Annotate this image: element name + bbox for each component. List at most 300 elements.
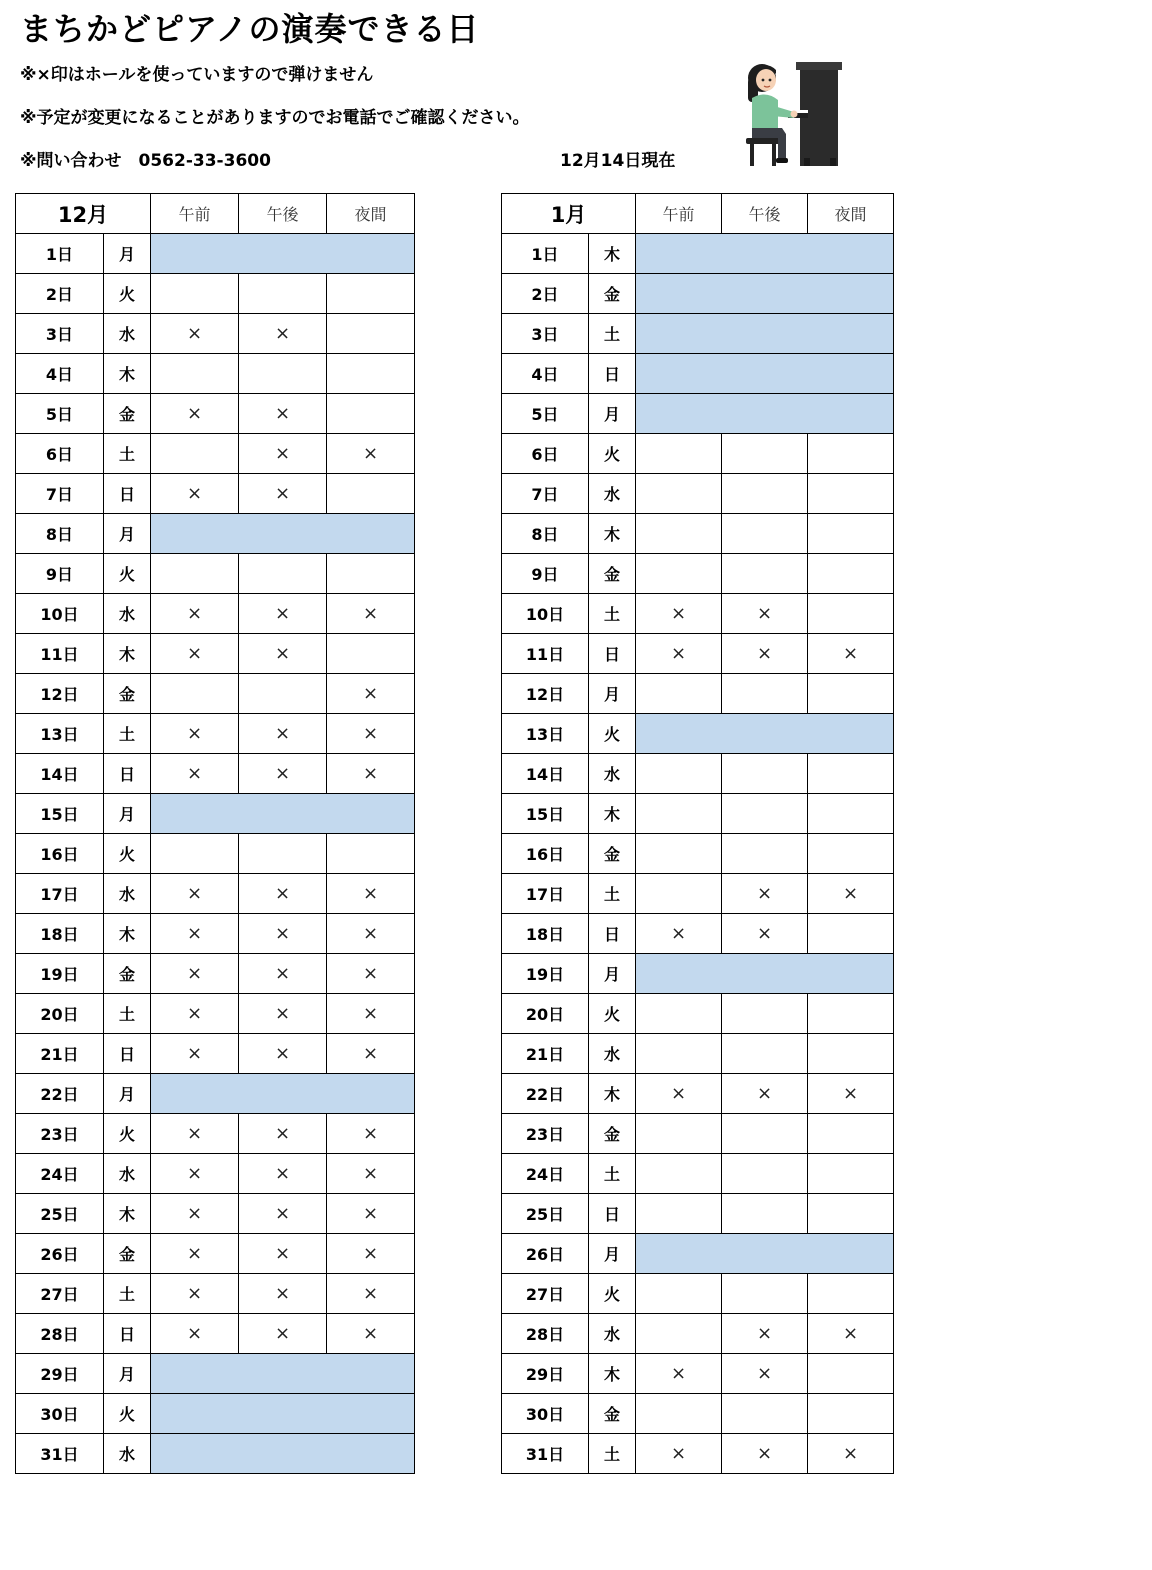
slot-morning-cell <box>636 1274 722 1314</box>
day-cell: 1日 <box>502 234 589 274</box>
slot-night-cell <box>808 434 894 474</box>
slot-morning-cell <box>636 1394 722 1434</box>
slot-morning-cell <box>151 554 239 594</box>
table-row <box>502 874 894 914</box>
table-row <box>16 1434 415 1474</box>
weekday-cell: 木 <box>589 234 636 274</box>
slot-afternoon-cell: × <box>722 1434 808 1474</box>
slot-night-cell <box>808 594 894 634</box>
closed-day-cell <box>636 274 894 314</box>
table-row <box>16 754 415 794</box>
slot-morning-cell <box>636 1314 722 1354</box>
day-cell: 30日 <box>502 1394 589 1434</box>
slot-afternoon-header: 午後 <box>239 194 327 234</box>
day-cell: 1日 <box>16 234 104 274</box>
slot-morning-cell: × <box>151 1234 239 1274</box>
closed-day-cell <box>636 354 894 394</box>
slot-afternoon-cell <box>722 1194 808 1234</box>
weekday-cell: 水 <box>589 754 636 794</box>
day-cell: 20日 <box>502 994 589 1034</box>
table-row <box>502 834 894 874</box>
weekday-cell: 金 <box>104 954 151 994</box>
slot-afternoon-cell: × <box>239 754 327 794</box>
weekday-cell: 火 <box>589 994 636 1034</box>
weekday-cell: 土 <box>589 1154 636 1194</box>
weekday-cell: 火 <box>104 274 151 314</box>
slot-night-cell <box>327 274 415 314</box>
weekday-cell: 木 <box>104 634 151 674</box>
day-cell: 29日 <box>16 1354 104 1394</box>
table-row <box>16 794 415 834</box>
slot-afternoon-cell <box>239 274 327 314</box>
slot-morning-cell: × <box>151 1274 239 1314</box>
table-row <box>502 634 894 674</box>
slot-night-cell: × <box>327 594 415 634</box>
slot-morning-cell: × <box>636 1074 722 1114</box>
slot-morning-cell <box>636 674 722 714</box>
weekday-cell: 日 <box>104 1314 151 1354</box>
slot-afternoon-cell: × <box>239 434 327 474</box>
slot-morning-cell <box>151 674 239 714</box>
slot-afternoon-cell: × <box>239 914 327 954</box>
closed-day-cell <box>151 794 415 834</box>
table-row <box>502 314 894 354</box>
slot-morning-cell: × <box>636 634 722 674</box>
table-row <box>16 1394 415 1434</box>
weekday-cell: 土 <box>104 1274 151 1314</box>
table-row <box>502 674 894 714</box>
day-cell: 9日 <box>16 554 104 594</box>
slot-morning-cell: × <box>151 1314 239 1354</box>
table-row <box>16 834 415 874</box>
table-row <box>16 714 415 754</box>
slot-night-cell <box>808 914 894 954</box>
table-row <box>502 794 894 834</box>
weekday-cell: 木 <box>104 354 151 394</box>
month-label: 12月 <box>16 194 151 234</box>
slot-night-header: 夜間 <box>808 194 894 234</box>
weekday-cell: 日 <box>104 1034 151 1074</box>
day-cell: 20日 <box>16 994 104 1034</box>
weekday-cell: 日 <box>589 1194 636 1234</box>
weekday-cell: 月 <box>589 674 636 714</box>
slot-night-cell <box>327 474 415 514</box>
day-cell: 12日 <box>16 674 104 714</box>
weekday-cell: 木 <box>104 1194 151 1234</box>
table-row <box>502 594 894 634</box>
weekday-cell: 火 <box>589 714 636 754</box>
weekday-cell: 水 <box>589 1314 636 1354</box>
slot-morning-cell <box>636 474 722 514</box>
slot-afternoon-cell <box>722 474 808 514</box>
slot-afternoon-cell: × <box>722 594 808 634</box>
weekday-cell: 月 <box>589 954 636 994</box>
slot-morning-cell: × <box>151 394 239 434</box>
slot-afternoon-cell: × <box>239 634 327 674</box>
day-cell: 9日 <box>502 554 589 594</box>
slot-night-cell: × <box>808 874 894 914</box>
day-cell: 30日 <box>16 1394 104 1434</box>
day-cell: 5日 <box>16 394 104 434</box>
slot-morning-header: 午前 <box>151 194 239 234</box>
day-cell: 21日 <box>16 1034 104 1074</box>
table-row <box>16 1074 415 1114</box>
calendar-header-row <box>502 194 894 234</box>
day-cell: 22日 <box>502 1074 589 1114</box>
day-cell: 27日 <box>502 1274 589 1314</box>
weekday-cell: 土 <box>104 714 151 754</box>
table-row <box>16 1034 415 1074</box>
weekday-cell: 火 <box>104 554 151 594</box>
slot-afternoon-cell: × <box>239 1194 327 1234</box>
slot-night-cell <box>327 554 415 594</box>
day-cell: 3日 <box>502 314 589 354</box>
slot-morning-cell <box>636 1194 722 1234</box>
table-row <box>502 1274 894 1314</box>
table-row <box>502 1034 894 1074</box>
slot-morning-header: 午前 <box>636 194 722 234</box>
day-cell: 11日 <box>16 634 104 674</box>
slot-night-cell: × <box>327 1274 415 1314</box>
weekday-cell: 土 <box>104 434 151 474</box>
slot-night-cell <box>808 794 894 834</box>
day-cell: 23日 <box>16 1114 104 1154</box>
table-row <box>16 954 415 994</box>
table-row <box>16 914 415 954</box>
day-cell: 6日 <box>502 434 589 474</box>
weekday-cell: 月 <box>104 234 151 274</box>
table-row <box>502 1114 894 1154</box>
day-cell: 2日 <box>16 274 104 314</box>
weekday-cell: 月 <box>104 514 151 554</box>
weekday-cell: 金 <box>589 1394 636 1434</box>
slot-afternoon-cell <box>722 994 808 1034</box>
slot-morning-cell: × <box>151 1114 239 1154</box>
slot-afternoon-header: 午後 <box>722 194 808 234</box>
day-cell: 8日 <box>16 514 104 554</box>
slot-morning-cell: × <box>151 994 239 1034</box>
day-cell: 4日 <box>502 354 589 394</box>
piano-player-icon <box>738 58 842 170</box>
weekday-cell: 木 <box>589 794 636 834</box>
slot-afternoon-cell <box>239 834 327 874</box>
weekday-cell: 木 <box>104 914 151 954</box>
day-cell: 28日 <box>16 1314 104 1354</box>
closed-day-cell <box>636 394 894 434</box>
slot-night-cell <box>808 1114 894 1154</box>
day-cell: 13日 <box>16 714 104 754</box>
slot-morning-cell <box>636 994 722 1034</box>
day-cell: 25日 <box>16 1194 104 1234</box>
day-cell: 14日 <box>502 754 589 794</box>
table-row <box>502 234 894 274</box>
table-row <box>502 754 894 794</box>
closed-day-cell <box>151 1394 415 1434</box>
slot-night-cell <box>327 634 415 674</box>
day-cell: 17日 <box>16 874 104 914</box>
slot-afternoon-cell <box>722 1154 808 1194</box>
day-cell: 2日 <box>502 274 589 314</box>
day-cell: 26日 <box>16 1234 104 1274</box>
slot-afternoon-cell <box>722 794 808 834</box>
slot-afternoon-cell <box>239 554 327 594</box>
slot-night-cell: × <box>327 674 415 714</box>
closed-day-cell <box>151 1074 415 1114</box>
slot-night-cell: × <box>327 1234 415 1274</box>
table-row <box>16 434 415 474</box>
slot-night-cell: × <box>808 1434 894 1474</box>
slot-morning-cell <box>636 434 722 474</box>
slot-afternoon-cell: × <box>722 914 808 954</box>
slot-afternoon-cell <box>722 1274 808 1314</box>
slot-afternoon-cell <box>722 834 808 874</box>
weekday-cell: 日 <box>589 634 636 674</box>
weekday-cell: 月 <box>104 794 151 834</box>
slot-morning-cell <box>636 1114 722 1154</box>
day-cell: 31日 <box>502 1434 589 1474</box>
weekday-cell: 金 <box>104 1234 151 1274</box>
day-cell: 12日 <box>502 674 589 714</box>
day-cell: 19日 <box>502 954 589 994</box>
slot-night-cell <box>808 834 894 874</box>
weekday-cell: 木 <box>589 1354 636 1394</box>
day-cell: 26日 <box>502 1234 589 1274</box>
slot-afternoon-cell <box>722 514 808 554</box>
table-row <box>502 714 894 754</box>
slot-afternoon-cell: × <box>239 474 327 514</box>
slot-afternoon-cell <box>722 754 808 794</box>
day-cell: 24日 <box>502 1154 589 1194</box>
slot-morning-cell: × <box>151 1194 239 1234</box>
table-row <box>16 554 415 594</box>
day-cell: 5日 <box>502 394 589 434</box>
slot-night-cell <box>808 1154 894 1194</box>
day-cell: 22日 <box>16 1074 104 1114</box>
slot-morning-cell <box>636 794 722 834</box>
weekday-cell: 日 <box>104 754 151 794</box>
table-row <box>502 474 894 514</box>
slot-night-cell: × <box>808 634 894 674</box>
table-row <box>502 554 894 594</box>
slot-night-cell: × <box>327 874 415 914</box>
closed-day-cell <box>636 954 894 994</box>
closed-day-cell <box>151 1354 415 1394</box>
slot-night-cell: × <box>808 1314 894 1354</box>
weekday-cell: 水 <box>104 1154 151 1194</box>
table-row <box>16 394 415 434</box>
slot-night-cell <box>808 514 894 554</box>
weekday-cell: 火 <box>104 1114 151 1154</box>
table-row <box>502 354 894 394</box>
closed-day-cell <box>636 234 894 274</box>
slot-afternoon-cell: × <box>239 874 327 914</box>
slot-afternoon-cell <box>239 674 327 714</box>
slot-morning-cell <box>636 1034 722 1074</box>
slot-morning-cell <box>151 354 239 394</box>
note-contact-phone: ※問い合わせ 0562-33-3600 <box>20 151 271 171</box>
slot-afternoon-cell: × <box>239 994 327 1034</box>
weekday-cell: 木 <box>589 514 636 554</box>
table-row <box>502 1434 894 1474</box>
weekday-cell: 水 <box>104 594 151 634</box>
weekday-cell: 火 <box>104 834 151 874</box>
slot-afternoon-cell: × <box>239 954 327 994</box>
table-row <box>16 1194 415 1234</box>
day-cell: 10日 <box>16 594 104 634</box>
slot-night-cell <box>808 1274 894 1314</box>
slot-morning-cell <box>636 834 722 874</box>
slot-morning-cell: × <box>636 594 722 634</box>
weekday-cell: 金 <box>589 1114 636 1154</box>
table-row <box>502 1394 894 1434</box>
closed-day-cell <box>636 1234 894 1274</box>
day-cell: 17日 <box>502 874 589 914</box>
slot-night-cell <box>808 1354 894 1394</box>
weekday-cell: 月 <box>589 394 636 434</box>
weekday-cell: 金 <box>589 274 636 314</box>
day-cell: 16日 <box>16 834 104 874</box>
weekday-cell: 金 <box>589 554 636 594</box>
day-cell: 7日 <box>502 474 589 514</box>
slot-night-cell <box>808 754 894 794</box>
slot-afternoon-cell: × <box>239 714 327 754</box>
slot-night-cell <box>808 554 894 594</box>
slot-morning-cell <box>636 554 722 594</box>
day-cell: 18日 <box>502 914 589 954</box>
slot-afternoon-cell: × <box>722 1314 808 1354</box>
table-row <box>502 1154 894 1194</box>
weekday-cell: 土 <box>589 314 636 354</box>
day-cell: 13日 <box>502 714 589 754</box>
weekday-cell: 火 <box>104 1394 151 1434</box>
slot-morning-cell: × <box>636 1354 722 1394</box>
weekday-cell: 土 <box>589 594 636 634</box>
slot-night-cell <box>327 394 415 434</box>
weekday-cell: 金 <box>589 834 636 874</box>
slot-night-cell: × <box>327 714 415 754</box>
slot-morning-cell: × <box>151 474 239 514</box>
weekday-cell: 火 <box>589 1274 636 1314</box>
table-row <box>16 354 415 394</box>
slot-night-cell: × <box>327 914 415 954</box>
slot-night-cell: × <box>327 954 415 994</box>
weekday-cell: 月 <box>104 1354 151 1394</box>
table-row <box>16 1274 415 1314</box>
day-cell: 7日 <box>16 474 104 514</box>
closed-day-cell <box>151 234 415 274</box>
day-cell: 21日 <box>502 1034 589 1074</box>
table-row <box>16 1314 415 1354</box>
page-title: まちかどピアノの演奏できる日 <box>20 10 480 48</box>
table-row <box>16 1354 415 1394</box>
table-row <box>16 674 415 714</box>
weekday-cell: 水 <box>104 1434 151 1474</box>
weekday-cell: 水 <box>589 474 636 514</box>
day-cell: 19日 <box>16 954 104 994</box>
slot-night-cell: × <box>327 1114 415 1154</box>
table-row <box>16 594 415 634</box>
slot-night-cell <box>808 994 894 1034</box>
table-row <box>16 234 415 274</box>
slot-afternoon-cell: × <box>239 1154 327 1194</box>
slot-morning-cell <box>151 834 239 874</box>
slot-afternoon-cell: × <box>239 1274 327 1314</box>
table-row <box>502 994 894 1034</box>
day-cell: 3日 <box>16 314 104 354</box>
slot-night-header: 夜間 <box>327 194 415 234</box>
slot-morning-cell: × <box>151 1154 239 1194</box>
day-cell: 11日 <box>502 634 589 674</box>
slot-night-cell: × <box>327 434 415 474</box>
table-row <box>16 1114 415 1154</box>
table-row <box>502 1314 894 1354</box>
slot-morning-cell: × <box>151 314 239 354</box>
day-cell: 6日 <box>16 434 104 474</box>
slot-night-cell: × <box>327 1034 415 1074</box>
slot-afternoon-cell: × <box>239 1034 327 1074</box>
slot-morning-cell: × <box>151 1034 239 1074</box>
slot-morning-cell <box>636 1154 722 1194</box>
day-cell: 8日 <box>502 514 589 554</box>
slot-afternoon-cell: × <box>239 1114 327 1154</box>
slot-night-cell: × <box>327 1194 415 1234</box>
slot-afternoon-cell: × <box>722 1354 808 1394</box>
closed-day-cell <box>636 314 894 354</box>
weekday-cell: 木 <box>589 1074 636 1114</box>
table-row <box>16 1154 415 1194</box>
table-row <box>502 434 894 474</box>
table-row <box>16 874 415 914</box>
slot-night-cell <box>327 354 415 394</box>
slot-morning-cell: × <box>151 914 239 954</box>
table-row <box>502 954 894 994</box>
table-row <box>502 1234 894 1274</box>
day-cell: 24日 <box>16 1154 104 1194</box>
day-cell: 10日 <box>502 594 589 634</box>
note-x-mark: ※×印はホールを使っていますので弾けません <box>20 65 374 85</box>
slot-morning-cell: × <box>151 874 239 914</box>
day-cell: 28日 <box>502 1314 589 1354</box>
slot-afternoon-cell <box>722 674 808 714</box>
slot-afternoon-cell <box>722 1394 808 1434</box>
day-cell: 15日 <box>16 794 104 834</box>
slot-morning-cell: × <box>636 1434 722 1474</box>
weekday-cell: 日 <box>104 474 151 514</box>
slot-night-cell <box>808 674 894 714</box>
weekday-cell: 金 <box>104 674 151 714</box>
slot-afternoon-cell <box>722 1114 808 1154</box>
day-cell: 25日 <box>502 1194 589 1234</box>
day-cell: 18日 <box>16 914 104 954</box>
table-row <box>502 394 894 434</box>
slot-night-cell <box>808 474 894 514</box>
slot-morning-cell <box>151 274 239 314</box>
slot-night-cell: × <box>327 1154 415 1194</box>
weekday-cell: 水 <box>104 874 151 914</box>
table-row <box>502 514 894 554</box>
table-row <box>502 274 894 314</box>
as-of-date: 12月14日現在 <box>560 151 676 171</box>
slot-morning-cell <box>636 874 722 914</box>
slot-afternoon-cell: × <box>722 634 808 674</box>
weekday-cell: 日 <box>589 914 636 954</box>
slot-morning-cell: × <box>636 914 722 954</box>
slot-afternoon-cell <box>239 354 327 394</box>
slot-morning-cell: × <box>151 954 239 994</box>
note-schedule-change: ※予定が変更になることがありますのでお電話でご確認ください。 <box>20 108 530 128</box>
slot-afternoon-cell: × <box>239 594 327 634</box>
slot-night-cell <box>808 1194 894 1234</box>
